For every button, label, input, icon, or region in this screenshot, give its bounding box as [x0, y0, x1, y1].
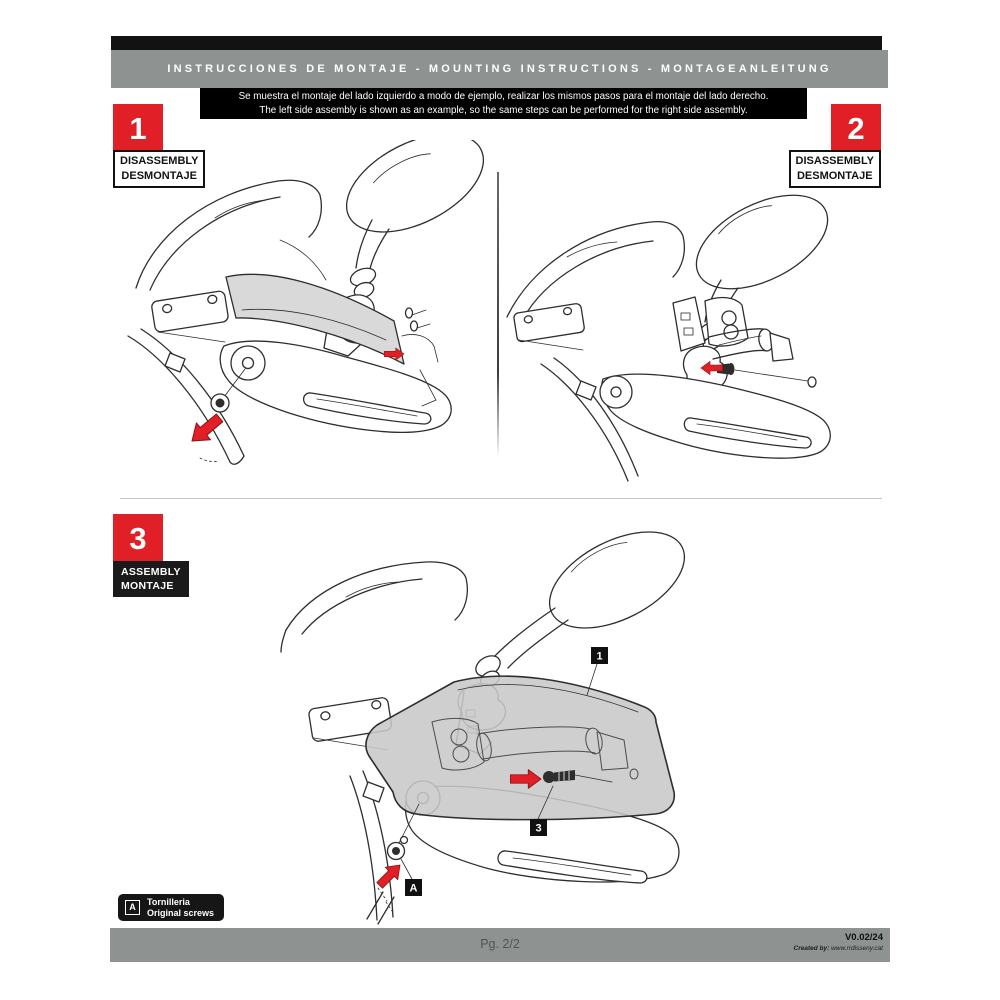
brake-reservoir — [151, 290, 229, 342]
handguard-shield-installed — [366, 676, 674, 819]
svg-text:A: A — [409, 882, 418, 895]
handguard-body — [220, 334, 451, 432]
header-top-strip — [111, 36, 882, 50]
switchgear — [705, 298, 748, 346]
notice-bar — [200, 88, 807, 119]
legend-original-screws — [118, 894, 224, 921]
version-label: V0.02/24 — [844, 932, 883, 943]
step-2-diagram — [505, 185, 890, 485]
header-bar — [111, 50, 888, 88]
step-3-number: 3 — [113, 514, 163, 564]
step-1-number: 1 — [113, 104, 163, 154]
part-label-3 — [530, 819, 547, 836]
step-2-label: DISASSEMBLY DESMONTAJE — [789, 150, 881, 188]
notice-line-es: Se muestra el montaje del lado izquierdo a modo de ejemplo, realizar los mismos pasos para el montaje del lado derecho. — [238, 90, 769, 102]
step-1-label: DISASSEMBLY DESMONTAJE — [113, 150, 205, 188]
screw-being-removed — [717, 363, 816, 387]
footer-bar — [110, 928, 890, 962]
svg-text:1: 1 — [596, 650, 603, 663]
legend-line-en: Original screws — [147, 907, 215, 918]
bike-cowl — [281, 562, 467, 652]
step-3-diagram — [250, 520, 700, 940]
brake-reservoir — [513, 303, 585, 350]
legend-line-es: Tornilleria — [147, 897, 190, 907]
credit-line: Created by: www.rrdisseny.cat — [793, 945, 883, 952]
svg-text:3: 3 — [535, 822, 542, 835]
bike-cowl — [136, 180, 326, 290]
step-1-diagram — [120, 140, 490, 490]
page-indicator: Pg. 2/2 — [480, 937, 520, 951]
mirror-bracket — [673, 297, 705, 351]
bike-cowl — [507, 222, 684, 319]
bar-end-screws — [406, 308, 431, 331]
step-3-label: ASSEMBLY MONTAJE — [113, 561, 189, 597]
panel-divider-vertical — [497, 172, 499, 458]
section-divider-horizontal — [120, 498, 882, 499]
notice-line-en: The left side assembly is shown as an example, so the same steps can be performed for the right side assembly. — [259, 104, 748, 116]
legend-marker: A — [125, 900, 140, 915]
handguard-body — [600, 374, 830, 458]
page-title: INSTRUCCIONES DE MONTAJE - MOUNTING INSTRUCTIONS - MONTAGEANLEITUNG — [167, 63, 832, 75]
mirror — [681, 185, 842, 391]
red-arrow-original-screw-icon — [373, 859, 406, 892]
brake-lever — [350, 771, 394, 924]
part-label-A — [405, 879, 422, 896]
step-2-number: 2 — [831, 104, 881, 154]
